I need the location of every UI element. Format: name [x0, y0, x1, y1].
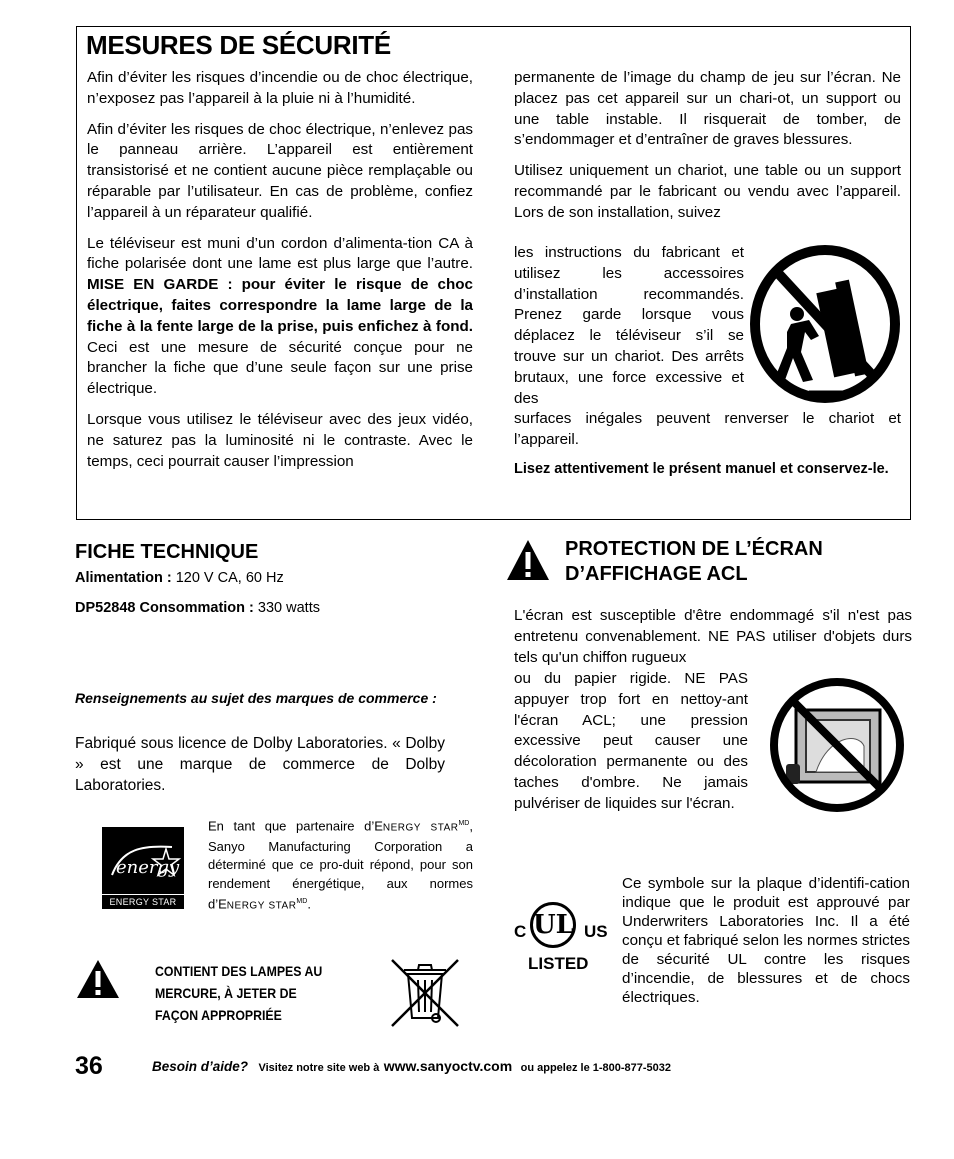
- ul-listed-mark: C UL US LISTED: [514, 898, 606, 978]
- trademark-heading: Renseignements au sujet des marques de commerce :: [75, 690, 437, 706]
- warning-triangle-icon: [505, 538, 551, 582]
- trademark-text: Fabriqué sous licence de Dolby Laboratories. « Dolby » est une marque de commerce de Dolby Laboratories.: [75, 735, 445, 794]
- ul-text: Ce symbole sur la plaque d’identifi-cation indique que le produit est approuvé par Underwriters Laboratories Inc. Il a été conçu et fabriqué selon les normes strictes de sécurité UL contre les risques d’incendie, de blessures et de chocs électriques.: [622, 875, 910, 1006]
- safety-paragraph-6: Utilisez uniquement un chariot, une table ou un support recommandé par le fabricant ou vendu avec l’appareil. Lors de son installation, suivez: [514, 162, 901, 221]
- protection-text-wrap: ou du papier rigide. NE PAS appuyer trop fort en nettoy-ant l'écran ACL; une pression excessive peut causer une décoloration permanente ou des taches d'ombre. Ne jamais pulvériser de liquides sur l'écran.: [514, 670, 748, 812]
- page-number: 36: [75, 1052, 103, 1080]
- website-link[interactable]: www.sanyoctv.com: [383, 1058, 513, 1074]
- protection-text: L'écran est susceptible d'être endommagé s'il n'est pas entretenu convenablement. NE PAS utiliser d'objets durs tels qu'un chiffon rugueux: [514, 607, 912, 666]
- safety-paragraph-5: permanente de l’image du champ de jeu sur l’écran. Ne placez pas cet appareil sur un chari-ot, un support ou une table instable. Il risquerait de tomber, de s’endommager et d’entraîner de graves blessures.: [514, 69, 901, 149]
- mercury-notice: CONTIENT DES LAMPES AU MERCURE, À JETER DE FAÇON APPROPRIÉE: [155, 963, 323, 1023]
- fiche-title: FICHE TECHNIQUE: [75, 541, 259, 563]
- safety-paragraph-4: Lorsque vous utilisez le téléviseur avec des jeux vidéo, ne saturez pas la luminosité ni le contraste. Avec le temps, ceci pourrait causer l’impression: [87, 410, 473, 470]
- crossed-bin-icon: [388, 956, 462, 1030]
- safety-title: MESURES DE SÉCURITÉ: [86, 30, 391, 60]
- safety-paragraph-2: Afin d’éviter les risques de choc électrique, n’enlevez pas le panneau arrière. L’appareil est entièrement transistorisé et ne contient aucune pièce remplaçable ou réparable par l’utilisateur. En cas de problème, confiez l’appareil à un réparateur qualifié.: [87, 120, 473, 221]
- protection-title: PROTECTION DE L’ÉCRAN D’AFFICHAGE ACL: [565, 538, 823, 585]
- warning-triangle-icon: [75, 958, 121, 1000]
- safety-paragraph-1: Afin d’éviter les risques d’incendie ou de choc électrique, n’exposez pas l’appareil à la pluie ni à l’humidité.: [87, 69, 473, 107]
- warning-text: MISE EN GARDE : pour éviter le risque de choc électrique, faites correspondre la lame large de la fiche à la fente large de la prise, puis enfichez à fond.: [87, 276, 473, 335]
- safety-paragraph-3: Le téléviseur est muni d’un cordon d’alimenta-tion CA à fiche polarisée dont une lame est plus large que l’autre. MISE EN GARDE : pour éviter le risque de choc électrique, faites correspondre la lame large de la fiche à la fente large de la prise, puis enfichez à fond. Ceci est une mesure de sécurité conçue pour ne brancher la fiche que d’une seule façon sur une prise électrique.: [87, 234, 473, 398]
- energy-star-icon: [102, 827, 184, 893]
- ul-logo: UL: [530, 902, 576, 948]
- footer-help: Besoin d’aide? Visitez notre site web à www.sanyoctv.com ou appelez le 1-800-877-5032: [152, 1058, 672, 1074]
- cart-tipover-warning-icon: [749, 244, 901, 404]
- safety-paragraph-6-end: surfaces inégales peuvent renverser le chariot et l’appareil.: [514, 410, 901, 448]
- power-line: Alimentation : 120 V CA, 60 Hz: [75, 570, 284, 586]
- energy-star-label: ENERGY STAR: [102, 894, 184, 907]
- safety-left-column: [87, 68, 473, 482]
- no-pressure-screen-icon: [768, 676, 906, 814]
- safety-paragraph-7: Lisez attentivement le présent manuel et conservez-le.: [514, 461, 889, 477]
- safety-right-column: [514, 68, 901, 224]
- energy-star-logo: [102, 827, 184, 909]
- energy-star-text: En tant que partenaire d’ENERGY $STAR^{MD}$, Sanyo Manufacturing Corporation a déterminé que ce pro-duit répond, pour son rendement énergétique, aux normes d’ENERGY $STAR^{MD}$.: [208, 818, 473, 912]
- svg-text:energy: energy: [116, 857, 180, 878]
- consumption-line: DP52848 Consommation : 330 watts: [75, 600, 320, 616]
- safety-paragraph-6-wrap: les instructions du fabricant et utilisez les accessoires d’installation recommandés. Prenez garde lorsque vous déplacez le téléviseur s’il se trouve sur un chariot. Des arrêts brutaux, une force excessive et des: [514, 244, 744, 407]
